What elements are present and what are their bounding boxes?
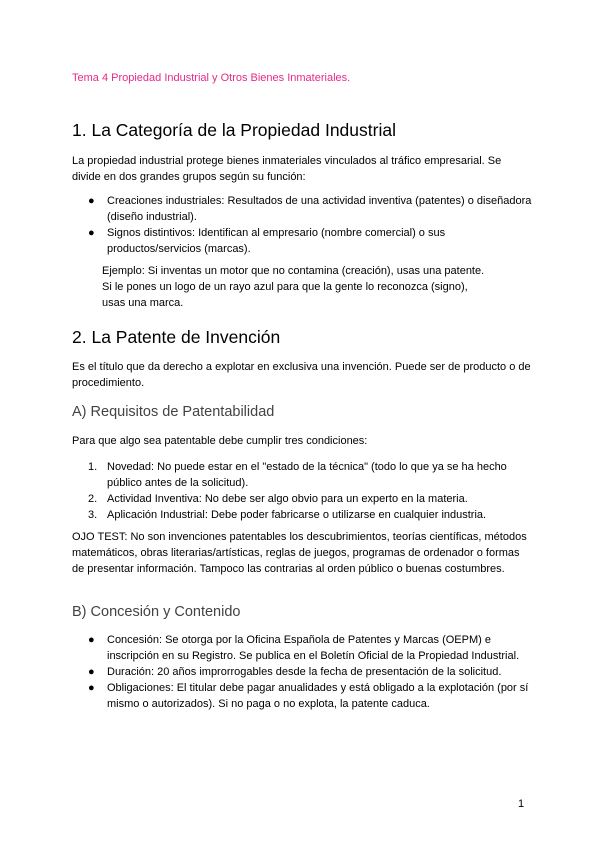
bullet-icon: ● xyxy=(88,634,95,646)
bullet-icon: ● xyxy=(88,666,95,678)
section-1-title: 1. La Categoría de la Propiedad Industrial xyxy=(72,120,396,140)
list-item-text: Concesión: Se otorga por la Oficina Española de Patentes y Marcas (OEPM) e inscripción en su Registro. Se publica en el Boletín Oficial de la Propiedad Industrial. xyxy=(107,634,520,662)
list-item xyxy=(72,459,532,491)
list-item-text: Aplicación Industrial: Debe poder fabricarse o utilizarse en cualquier industria. xyxy=(107,509,487,521)
example-line: Si le pones un logo de un rayo azul para que la gente lo reconozca (signo), xyxy=(102,281,468,293)
section-1-intro: La propiedad industrial protege bienes inmateriales vinculados al tráfico empresarial. Se divide en dos grandes grupos según su función: xyxy=(72,155,502,183)
concession-list xyxy=(72,632,532,712)
example-line: Ejemplo: Si inventas un motor que no contamina (creación), usas una patente. xyxy=(102,265,485,277)
list-item-text: Novedad: No puede estar en el "estado de la técnica" (todo lo que ya se ha hecho público antes de la solicitud). xyxy=(107,461,507,489)
subsection-a-intro: Para que algo sea patentable debe cumplir tres condiciones: xyxy=(72,435,368,447)
section-2-title: 2. La Patente de Invención xyxy=(72,327,281,347)
list-number: 3. xyxy=(88,509,98,521)
page-header: Tema 4 Propiedad Industrial y Otros Bienes Inmateriales. xyxy=(72,72,351,84)
example-block xyxy=(102,263,522,311)
bullet-icon: ● xyxy=(88,195,95,207)
requirements-list xyxy=(72,459,532,523)
subsection-b-title: B) Concesión y Contenido xyxy=(72,604,241,620)
list-item-text: Actividad Inventiva: No debe ser algo obvio para un experto en la materia. xyxy=(107,493,468,505)
list-item-text: Obligaciones: El titular debe pagar anualidades y está obligado a la explotación (por sí mismo o autorizados). Si no paga o no explota, la patente caduca. xyxy=(107,682,529,710)
ojo-test-paragraph: OJO TEST: No son invenciones patentables los descubrimientos, teorías científicas, métodos matemáticos, obras literarias/artísticas, reglas de juegos, programas de ordenador o formas de presentar información. Tampoco las contrarias al orden público o buenas costumbres. xyxy=(72,531,527,575)
list-item xyxy=(72,507,532,523)
list-item xyxy=(72,225,532,257)
list-item-text: Duración: 20 años improrrogables desde la fecha de presentación de la solicitud. xyxy=(107,666,502,678)
list-item xyxy=(72,664,532,680)
bullet-icon: ● xyxy=(88,682,95,694)
list-item-text: Signos distintivos: Identifican al empresario (nombre comercial) o sus productos/servicios (marcas). xyxy=(107,227,446,255)
list-item xyxy=(72,680,532,712)
list-item-text: Creaciones industriales: Resultados de una actividad inventiva (patentes) o diseñadora (diseño industrial). xyxy=(107,195,532,223)
list-number: 2. xyxy=(88,493,98,505)
example-line: usas una marca. xyxy=(102,297,184,309)
list-number: 1. xyxy=(88,461,98,473)
list-item xyxy=(72,193,532,225)
subsection-a-title: A) Requisitos de Patentabilidad xyxy=(72,404,275,420)
section-1-list xyxy=(72,193,532,257)
list-item xyxy=(72,632,532,664)
list-item xyxy=(72,491,532,507)
page-number: 1 xyxy=(518,798,525,810)
section-2-intro: Es el título que da derecho a explotar en exclusiva una invención. Puede ser de producto o de procedimiento. xyxy=(72,361,531,389)
bullet-icon: ● xyxy=(88,227,95,239)
